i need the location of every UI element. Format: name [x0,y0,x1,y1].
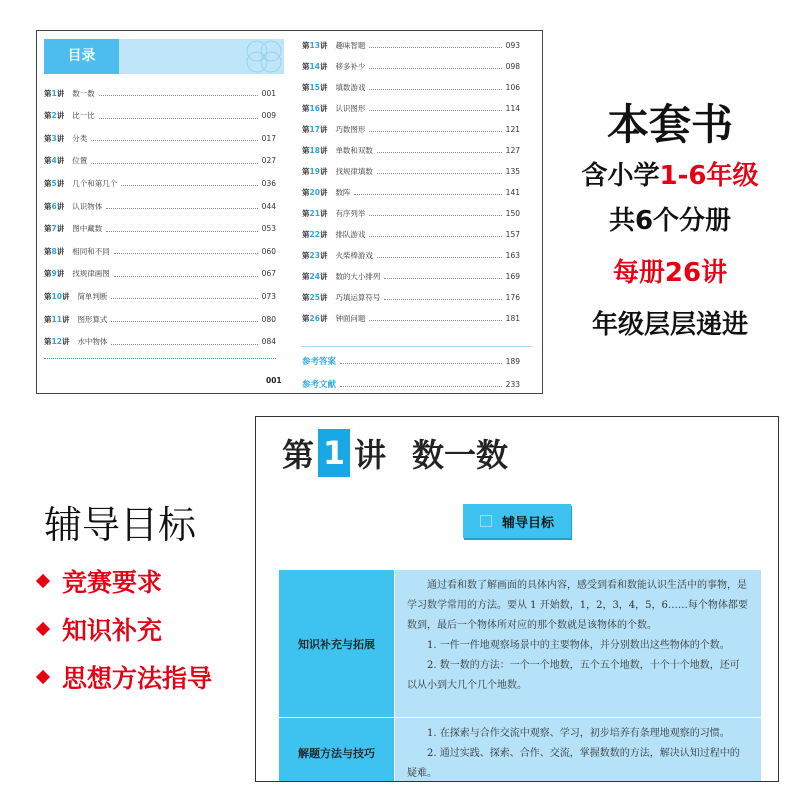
toc-entry[interactable] [302,165,520,177]
lecture-number [302,187,327,198]
lecture-number [44,155,64,166]
promo-grades-label: 含小学 [581,161,660,191]
lecture-title: 相同和不同 [72,246,110,256]
lecture-suffix: 讲 [61,314,70,324]
lesson-title-suffix: 讲 [354,436,387,474]
leader-dots [369,315,501,321]
leader-dots [369,63,501,69]
lecture-prefix: 第 [44,337,52,347]
lecture-number [302,313,327,324]
lecture-title: 巧填运算符号 [335,292,381,302]
leader-dots [99,113,258,119]
toc-entry[interactable] [44,177,276,189]
row-content [395,718,761,782]
promo-volumes: 共6个分册 [608,206,732,236]
lesson-number: 1 [318,429,350,477]
lecture-suffix: 讲 [61,337,70,347]
page-number: 098 [505,61,520,71]
lecture-prefix: 第 [302,103,310,113]
lecture-index: 9 [51,269,57,279]
lecture-suffix: 讲 [319,250,328,260]
leader-dots [377,168,502,174]
feature-label: 竞赛要求 [62,568,163,597]
page-number: 093 [505,40,520,50]
lecture-number [44,268,64,279]
lecture-number [302,166,327,177]
lecture-number [44,178,64,189]
lecture-number [44,336,69,347]
lecture-suffix: 讲 [319,313,328,323]
lecture-prefix: 第 [44,178,52,188]
lecture-index: 5 [51,178,57,188]
promo-progressive: 年级层层递进 [591,310,748,340]
lecture-title: 有序列举 [335,208,366,218]
diamond-bullet-icon [36,574,50,588]
lecture-prefix: 第 [302,271,310,281]
leader-dots [369,126,501,132]
page-number: 084 [261,337,276,347]
feature-label: 知识补充 [62,616,163,645]
lecture-title: 简单判断 [77,291,108,301]
lecture-title: 找规律填数 [335,166,373,176]
lecture-index: 12 [51,337,62,347]
leader-dots [99,90,258,96]
lecture-prefix: 第 [302,166,310,176]
page-number: 150 [505,208,520,218]
page-number: 080 [261,314,276,324]
page-number: 189 [505,356,520,366]
lecture-title: 钟面问题 [335,313,366,323]
page-number: 121 [505,124,520,134]
leader-dots [91,158,257,164]
lecture-number [302,208,327,219]
page-number: 036 [261,178,276,188]
lecture-number [302,40,327,51]
leader-dots [354,189,501,195]
page-number: 157 [505,229,520,239]
toc-entry[interactable] [302,207,520,219]
page-number: 141 [505,187,520,197]
lecture-suffix: 讲 [319,187,328,197]
lecture-suffix: 讲 [319,292,328,302]
lecture-prefix: 第 [302,229,310,239]
page-number: 001 [261,88,276,98]
lecture-number [44,246,64,257]
divider [301,346,533,347]
lecture-index: 2 [51,111,57,121]
toc-entry[interactable] [302,39,520,51]
leader-dots [111,339,257,345]
leader-dots [91,135,257,141]
page-number: 017 [261,133,276,143]
toc-entry[interactable] [44,290,276,302]
feature-item [38,611,162,647]
lecture-index: 18 [309,145,320,155]
page-number: 009 [261,111,276,121]
lecture-suffix: 讲 [56,88,65,98]
leader-dots [106,203,257,209]
lecture-prefix: 第 [302,124,310,134]
lecture-index: 6 [51,201,57,211]
lecture-title: 位置 [72,156,88,166]
paragraph: 1. 一件一件地观察场景中的主要物体，并分别数出这些物体的个数。 [427,640,730,651]
divider [44,358,276,359]
page-number: 067 [261,269,276,279]
lecture-title: 比一比 [72,111,95,121]
page-number: 127 [505,145,520,155]
lecture-suffix: 讲 [319,145,328,155]
page-number: 233 [505,379,520,389]
promo-grades-range: 1-6年级 [659,161,759,191]
lecture-title: 认识图形 [335,103,366,113]
lecture-number [44,88,64,99]
lecture-title: 单数和双数 [335,145,373,155]
toc-entry[interactable] [302,312,520,324]
diamond-bullet-icon [36,670,50,684]
page-number: 073 [261,291,276,301]
lecture-title: 水中物体 [77,337,108,347]
page-number: 106 [505,82,520,92]
toc-entry[interactable] [302,186,520,198]
lecture-prefix: 第 [302,82,310,92]
lesson-title-prefix: 第 [282,436,315,474]
toc-entry[interactable] [44,268,276,280]
toc-entry[interactable] [302,123,520,135]
lecture-index: 8 [51,246,57,256]
promo-lectures: 每册26讲 [612,258,728,288]
lecture-prefix: 第 [302,208,310,218]
lecture-title: 图中藏数 [72,224,103,234]
lecture-index: 3 [51,133,57,143]
toc-entry[interactable] [44,245,276,257]
page-number: 027 [261,156,276,166]
leader-dots [114,271,258,277]
lecture-number [44,201,64,212]
badge-label: 辅导目标 [501,515,554,531]
lecture-title: 火柴棒游戏 [335,250,373,260]
lecture-suffix: 讲 [319,271,328,281]
lecture-index: 15 [309,82,320,92]
lecture-suffix: 讲 [56,201,65,211]
page-number: 163 [505,250,520,260]
lecture-prefix: 第 [44,314,52,324]
lecture-prefix: 第 [302,250,310,260]
lecture-index: 19 [309,166,320,176]
lecture-suffix: 讲 [56,111,65,121]
feature-label: 思想方法指导 [62,664,213,693]
lecture-index: 22 [309,229,320,239]
lecture-index: 16 [309,103,320,113]
lecture-suffix: 讲 [56,156,65,166]
lecture-number [302,229,327,240]
badge-pattern-icon [480,515,492,527]
lecture-prefix: 第 [44,111,52,121]
lecture-title: 找规律画图 [72,269,110,279]
lecture-prefix: 第 [302,187,310,197]
leader-dots [106,226,257,232]
toc-entry[interactable] [44,87,276,99]
leader-dots [369,84,501,90]
lecture-title: 巧数图形 [335,124,366,134]
feature-item [38,659,212,695]
toc-entry[interactable] [302,81,520,93]
lesson-name: 数一数 [412,436,509,474]
lecture-number [302,103,327,114]
lecture-suffix: 讲 [56,178,65,188]
lecture-title: 认识物体 [72,201,103,211]
lecture-title: 趣味智题 [335,40,366,50]
lecture-prefix: 第 [44,269,52,279]
paragraph: 通过看和数了解画面的具体内容，感受到看和数能认识生活中的事物，是学习数学常用的方法。要从 1 开始数，1，2，3，4，5，6……每个物体都要数到，最后一个物体所对应的那个数就是该物体的个数。 [407,580,748,631]
toc-entry[interactable] [302,228,520,240]
lecture-prefix: 第 [44,246,52,256]
lecture-suffix: 讲 [56,269,65,279]
lecture-suffix: 讲 [319,61,328,71]
lecture-prefix: 第 [44,224,52,234]
toc-entry[interactable] [302,102,520,114]
paragraph: 2. 通过实践、探索、合作、交流，掌握数数的方法，解决认知过程中的疑难。 [407,748,740,779]
lecture-number [302,250,327,261]
lecture-prefix: 第 [44,88,52,98]
leader-dots [121,180,257,186]
lecture-index: 4 [51,156,57,166]
toc-entry[interactable] [302,144,520,156]
toc-entry[interactable] [44,336,276,348]
lecture-number [302,124,327,135]
lecture-index: 13 [309,40,320,50]
diamond-bullet-icon [36,622,50,636]
toc-entry[interactable] [44,313,276,325]
lecture-suffix: 讲 [56,224,65,234]
lecture-title: 分类 [72,133,88,143]
page-number: 060 [261,246,276,256]
page-number: 135 [505,166,520,176]
lecture-number [302,61,327,72]
page-number: 181 [505,313,520,323]
page-number: 044 [261,201,276,211]
page-number: 169 [505,271,520,281]
lecture-suffix: 讲 [319,103,328,113]
lecture-index: 20 [309,187,320,197]
leader-dots [111,293,257,299]
lecture-index: 11 [51,314,62,324]
promo-grades [560,155,780,192]
leader-dots [369,231,501,237]
lecture-prefix: 第 [302,313,310,323]
leader-dots [114,248,258,254]
lecture-number [44,133,64,144]
leader-dots [369,42,501,48]
page-number: 176 [505,292,520,302]
lecture-suffix: 讲 [319,40,328,50]
table-of-contents-page [36,30,543,394]
leader-dots [384,294,501,300]
lecture-prefix: 第 [302,61,310,71]
row-content [395,570,761,717]
lecture-title: 几个和第几个 [72,178,118,188]
reference-title: 参考答案 [302,357,337,367]
lecture-title: 数阵 [335,187,351,197]
lecture-prefix: 第 [44,291,52,301]
toc-entry[interactable] [44,155,276,167]
lecture-index: 25 [309,292,320,302]
promo-headline: 本套书 [606,100,733,149]
toc-entry[interactable] [302,60,520,72]
toc-entry[interactable] [302,249,520,261]
toc-page-number: 001 [266,376,282,385]
lecture-index: 17 [309,124,320,134]
toc-entry[interactable] [302,270,520,282]
lecture-suffix: 讲 [319,208,328,218]
toc-reference-entry[interactable] [302,355,520,367]
paragraph: 2. 数一数的方法：一个一个地数，五个五个地数，十个十个地数，还可以从小到大几个几个地数。 [407,660,740,691]
lecture-suffix: 讲 [56,133,65,143]
lecture-index: 14 [309,61,320,71]
leader-dots [369,210,501,216]
lecture-number [44,291,69,302]
lecture-prefix: 第 [44,201,52,211]
toc-entry[interactable] [44,200,276,212]
toc-header [44,39,284,74]
toc-entry[interactable] [44,223,276,235]
lecture-title: 数一数 [72,88,95,98]
toc-entry[interactable] [44,110,276,122]
lecture-suffix: 讲 [319,82,328,92]
decorative-circles-icon [246,40,282,73]
toc-title: 目录 [44,39,119,74]
lecture-number [302,271,327,282]
reference-title: 参考文献 [302,380,337,390]
lecture-suffix: 讲 [319,124,328,134]
leader-dots [377,252,502,258]
paragraph: 1. 在探索与合作交流中观察、学习，初步培养有条理地观察的习惯。 [427,728,730,739]
row-label: 知识补充与拓展 [279,570,394,717]
lecture-number [302,292,327,303]
lecture-title: 数的大小排列 [335,271,381,281]
lecture-number [302,145,327,156]
lecture-number [44,110,64,121]
feature-item [38,563,162,599]
toc-entry[interactable] [302,291,520,303]
leader-dots [111,316,257,322]
lesson-page [255,416,779,782]
lecture-title: 图形算式 [77,314,108,324]
toc-entry[interactable] [44,132,276,144]
lesson-title [282,429,508,477]
lecture-number [302,82,327,93]
leader-dots [369,105,501,111]
lecture-number [44,314,69,325]
toc-reference-entry[interactable] [302,378,520,390]
leader-dots [340,381,502,387]
lecture-number [44,223,64,234]
lecture-index: 23 [309,250,320,260]
lecture-suffix: 讲 [61,291,70,301]
features-title: 辅导目标 [44,503,197,547]
lecture-suffix: 讲 [319,229,328,239]
lecture-prefix: 第 [302,145,310,155]
page-number: 053 [261,224,276,234]
page-number: 114 [505,103,520,113]
lecture-index: 24 [309,271,320,281]
lecture-index: 7 [51,224,57,234]
lecture-prefix: 第 [44,133,52,143]
section-badge [463,504,571,538]
lecture-prefix: 第 [44,156,52,166]
leader-dots [377,147,502,153]
row-label: 解题方法与技巧 [279,718,394,782]
lecture-prefix: 第 [302,40,310,50]
lecture-prefix: 第 [302,292,310,302]
lecture-index: 26 [309,313,320,323]
lecture-index: 1 [51,88,57,98]
lecture-title: 移多补少 [335,61,366,71]
lecture-suffix: 讲 [319,166,328,176]
lecture-title: 排队游戏 [335,229,366,239]
lecture-suffix: 讲 [56,246,65,256]
leader-dots [340,358,502,364]
lecture-title: 填数游戏 [335,82,366,92]
lecture-index: 10 [51,291,62,301]
lecture-index: 21 [309,208,320,218]
leader-dots [384,273,501,279]
